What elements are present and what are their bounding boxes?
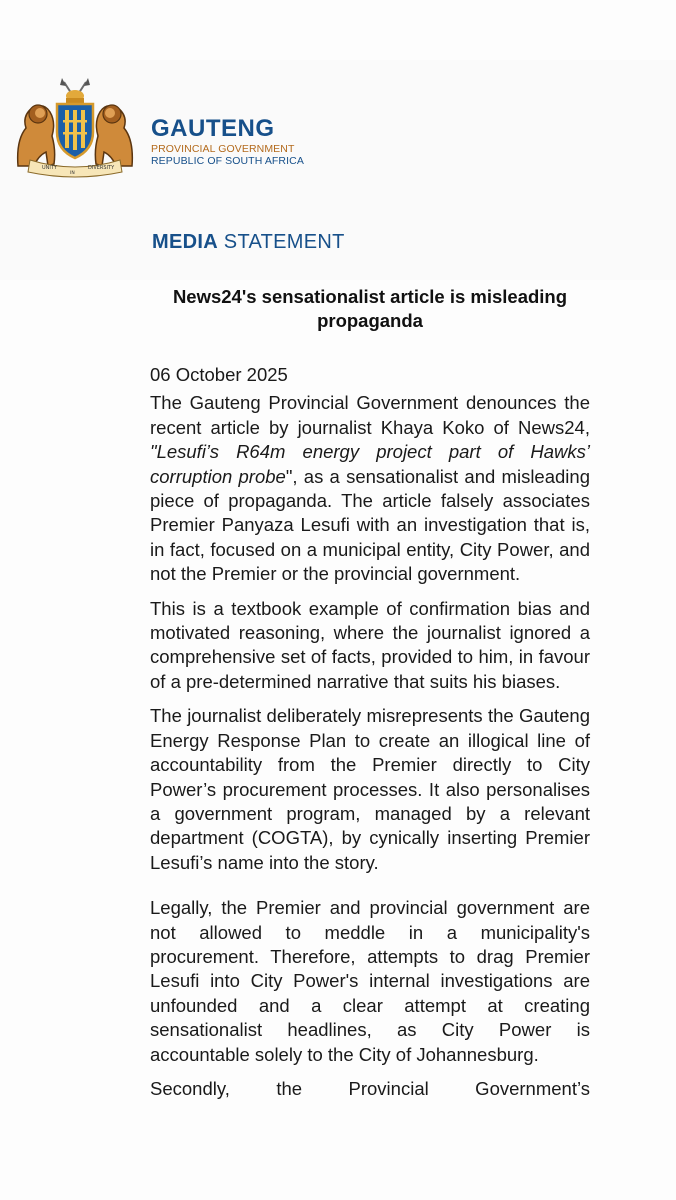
section-label-bold: MEDIA <box>152 231 218 253</box>
paragraph-5-partial: Secondly, the Provincial Government’s <box>150 1077 590 1099</box>
section-label-regular: STATEMENT <box>217 231 345 253</box>
section-label <box>152 230 345 254</box>
coat-of-arms-icon <box>8 76 142 180</box>
headline: News24's sensationalist article is misleading propaganda <box>172 286 568 331</box>
statement-body <box>150 363 590 1111</box>
statement-date: 06 October 2025 <box>150 364 288 385</box>
paragraph-1-intro: The Gauteng Provincial Government denounces the recent article by journalist Khaya Koko of News24, <box>150 392 590 438</box>
svg-text:DIVERSITY: DIVERSITY <box>88 165 115 171</box>
article-title: "Lesufi’s R64m energy project part of Hawks’ corruption probe <box>150 441 590 487</box>
paragraph-2: This is a textbook example of confirmation bias and motivated reasoning, where the journalist ignored a comprehensive set of facts, provided to him, in favour of a pre-determined narrative that suits his biases. <box>150 597 590 692</box>
province-name: GAUTENG <box>151 115 275 142</box>
svg-text:UNITY: UNITY <box>42 165 57 171</box>
paragraph-3: The journalist deliberately misrepresents the Gauteng Energy Response Plan to create an illogical line of accountability from the Premier directly to City Power’s procurement processes. It also personalises a government program, managed by a relevant department (COGTA), by cynically inserting Premier Lesufi’s name into the story. <box>150 705 590 873</box>
paragraph-1-rest: ", as a sensationalist and misleading piece of propaganda. The article falsely associates Premier Panyaza Lesufi with an investigation that is, in fact, focused on a municipal entity, City Power, and not the Premier or the provincial government. <box>150 465 590 585</box>
paragraph-4: Legally, the Premier and provincial government are not allowed to meddle in a municipality's procurement. Therefore, attempts to drag Premier Lesufi into City Power's internal investigations are unfounded and a clear attempt at creating sensationalist headlines, as City Power is accountable solely to the City of Johannesburg. <box>150 897 590 1065</box>
country-subtitle: REPUBLIC OF SOUTH AFRICA <box>151 155 304 167</box>
svg-text:IN: IN <box>70 171 75 176</box>
letterhead-text <box>151 116 304 167</box>
government-subtitle: PROVINCIAL GOVERNMENT <box>151 143 295 155</box>
paragraph-1 <box>150 391 590 586</box>
